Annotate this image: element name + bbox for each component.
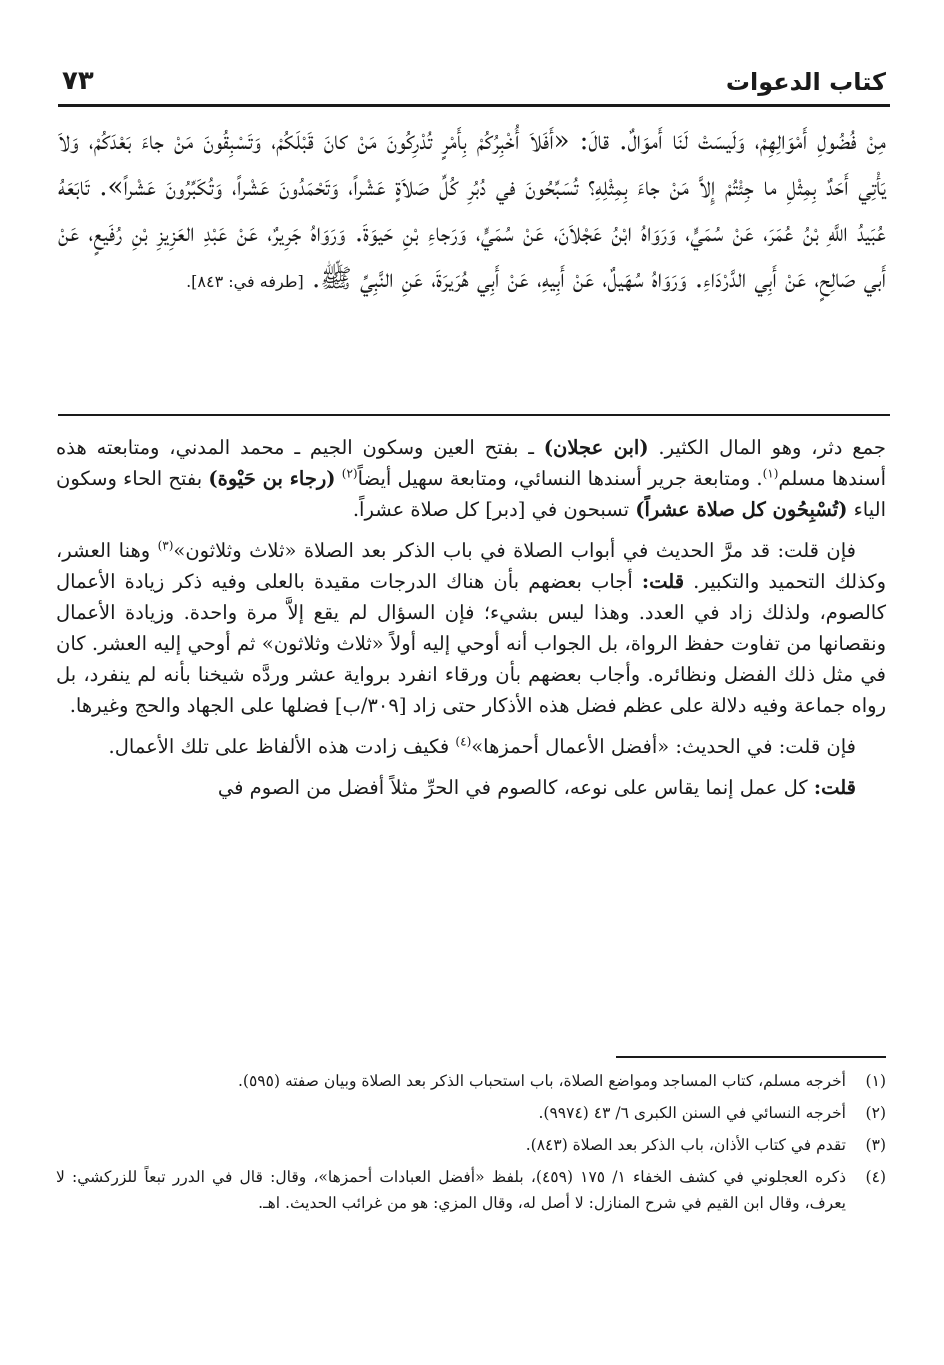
text-run: فإن قلت: في الحديث: «أفضل الأعمال أحمزها»: [471, 735, 856, 758]
page-header: [62, 62, 886, 102]
hadith-body: مِنْ فُضُولِ أَمْوَالِهِمْ، وَلَيسَتْ لَنَا أَموَالٌ. قالَ: «أَفَلاَ أُخْبِرُكُمْ بِأَمْرٍ تُدْرِكُونَ مَنْ كانَ قَبْلَكُمْ، وَتَسْبِقُونَ مَنْ جاءَ بَعْدَكُمْ، وَلاَ يَأْتِي أَحَدٌ بِمِثْلِ ما جِئْتُمْ إِلاَّ مَنْ جاءَ بِمِثْلِهِ؟ تُسَبِّحُونَ في دُبُرِ كُلِّ صَلاَةٍ عَشْراً، وَتَحْمَدُونَ عَشْراً، وَتُكَبِّرُونَ عَشْراً». تَابَعَهُ عُبَيدُ اللَّهِ بْنُ عُمَرَ، عَنْ سُمَيٍّ، وَرَوَاهُ ابْنُ عَجْلاَنَ، عَنْ سُمَيٍّ، وَرَجاءِ بْنِ حَيوَةَ. وَرَوَاهُ جَرِيرٌ، عَنْ عَبْدِ العَزِيزِ بْنِ رُفَيعٍ، عَنْ أَبي صَالِحٍ، عَنْ أَبِي الدَّرْدَاءِ. وَرَوَاهُ سُهَيلٌ، عَنْ أَبِيهِ، عَنْ أَبِي هُرَيرَةَ، عَنِ النَّبِيِّ ﷺ.: [58, 126, 886, 294]
section-divider: [58, 414, 890, 416]
commentary-paragraph: [56, 772, 886, 803]
footnote: [56, 1100, 886, 1126]
hadith-text: [58, 118, 886, 305]
footnote: [56, 1068, 886, 1094]
chapter-title: كتاب الدعوات: [725, 68, 886, 96]
text-run: فإن قلت: قد مرَّ الحديث في أبواب الصلاة في باب الذكر بعد الصلاة «ثلاث وثلاثون»: [173, 539, 856, 562]
text-run: كل عمل إنما يقاس على نوعه، كالصوم في الحرِّ مثلاً أفضل من الصوم في: [217, 776, 808, 799]
commentary-paragraph: [56, 731, 886, 762]
commentary-paragraph: [56, 535, 886, 721]
hadith-reference: [طرفه في: ٨٤٣].: [186, 272, 304, 291]
text-run: جمع دثر، وهو المال الكثير.: [658, 436, 886, 459]
bold-term: قلت:: [641, 570, 685, 593]
footnote-ref[interactable]: (٣): [157, 538, 174, 553]
footnote-rule: [616, 1056, 886, 1058]
bold-term: (ابن عجلان): [543, 436, 649, 459]
text-run: أجاب بعضهم بأن هناك الدرجات مقيدة بالعلى وفيه ذكر زيادة الأعمال كالصوم، ولذلك زاد في العدد. وهذا ليس بشيء؛ فإن السؤال لم يقع إلاَّ مرة واحدة. وزيادة الأعمال ونقصانها من تفاوت حفظ الرواة، بل الجواب أنه أوحي إليه أولاً «ثلاث وثلاثون» ثم أوحي إليه العشر. كان في مثل ذلك الفضل ونظائره. وأجاب بعضهم بأن ورقاء انفرد برواية عشر وردَّه شيخنا بأنه لم ينفرد، بل رواه جماعة وفيه دلالة على عظم فضل هذه الأذكار حتى زاد [٣٠٩/ب] فضلها على الجهاد والحج وغيرها.: [56, 570, 886, 717]
footnote-ref[interactable]: (١): [762, 466, 779, 481]
text-run: تسبحون في [دبر] كل صلاة عشراً.: [352, 498, 630, 521]
footnote-text: تقدم في كتاب الأذان، باب الذكر بعد الصلاة (٨٤٣).: [525, 1136, 846, 1154]
header-rule: [58, 104, 890, 107]
text-run: فكيف زادت هذه الألفاظ على تلك الأعمال.: [108, 735, 450, 758]
commentary-paragraph: [56, 432, 886, 525]
bold-term: (رجاء بن حَيْوة): [208, 467, 336, 490]
footnote-number: (٤): [865, 1168, 886, 1186]
bold-term: (تُسْبِحُون كل صلاة عشراً): [635, 498, 848, 521]
text-run: . ومتابعة جرير أسندها النسائي، ومتابعة سهيل أيضاً: [357, 467, 763, 490]
footnote-text: أخرجه مسلم، كتاب المساجد ومواضع الصلاة، باب استحباب الذكر بعد الصلاة وبيان صفته (٥٩٥).: [238, 1072, 846, 1090]
footnote-number: (٢): [865, 1104, 886, 1122]
text-run: بفتح الحاء وسكون الياء: [56, 467, 886, 521]
text-run: ـ بفتح العين وسكون الجيم ـ محمد المدني، ومتابعته هذه أسندها مسلم: [56, 436, 886, 490]
footnote-number: (٣): [865, 1136, 886, 1154]
commentary: [56, 432, 886, 813]
footnote-text: ذكره العجلوني في كشف الخفاء ١/ ١٧٥ (٤٥٩)، بلفظ «أفضل العبادات أحمزها»، وقال: قال في الدرر تبعاً للزركشي: لا يعرف، وقال ابن القيم في شرح المنازل: لا أصل له، وقال المزي: هو من غرائب الحديث. اهـ.: [56, 1168, 846, 1212]
footnote-text: أخرجه النسائي في السنن الكبرى ٦/ ٤٣ (٩٩٧٤).: [538, 1104, 846, 1122]
text-run: وهنا العشر، وكذلك التحميد والتكبير.: [56, 539, 887, 593]
footnote-ref[interactable]: (٢): [341, 466, 358, 481]
footnote-ref[interactable]: (٤): [455, 734, 472, 749]
bold-term: قلت:: [813, 776, 856, 799]
footnote-number: (١): [865, 1072, 886, 1090]
page-number: ٧٣: [62, 66, 94, 96]
footnotes: [56, 1068, 886, 1222]
footnote: [56, 1164, 886, 1216]
footnote: [56, 1132, 886, 1158]
